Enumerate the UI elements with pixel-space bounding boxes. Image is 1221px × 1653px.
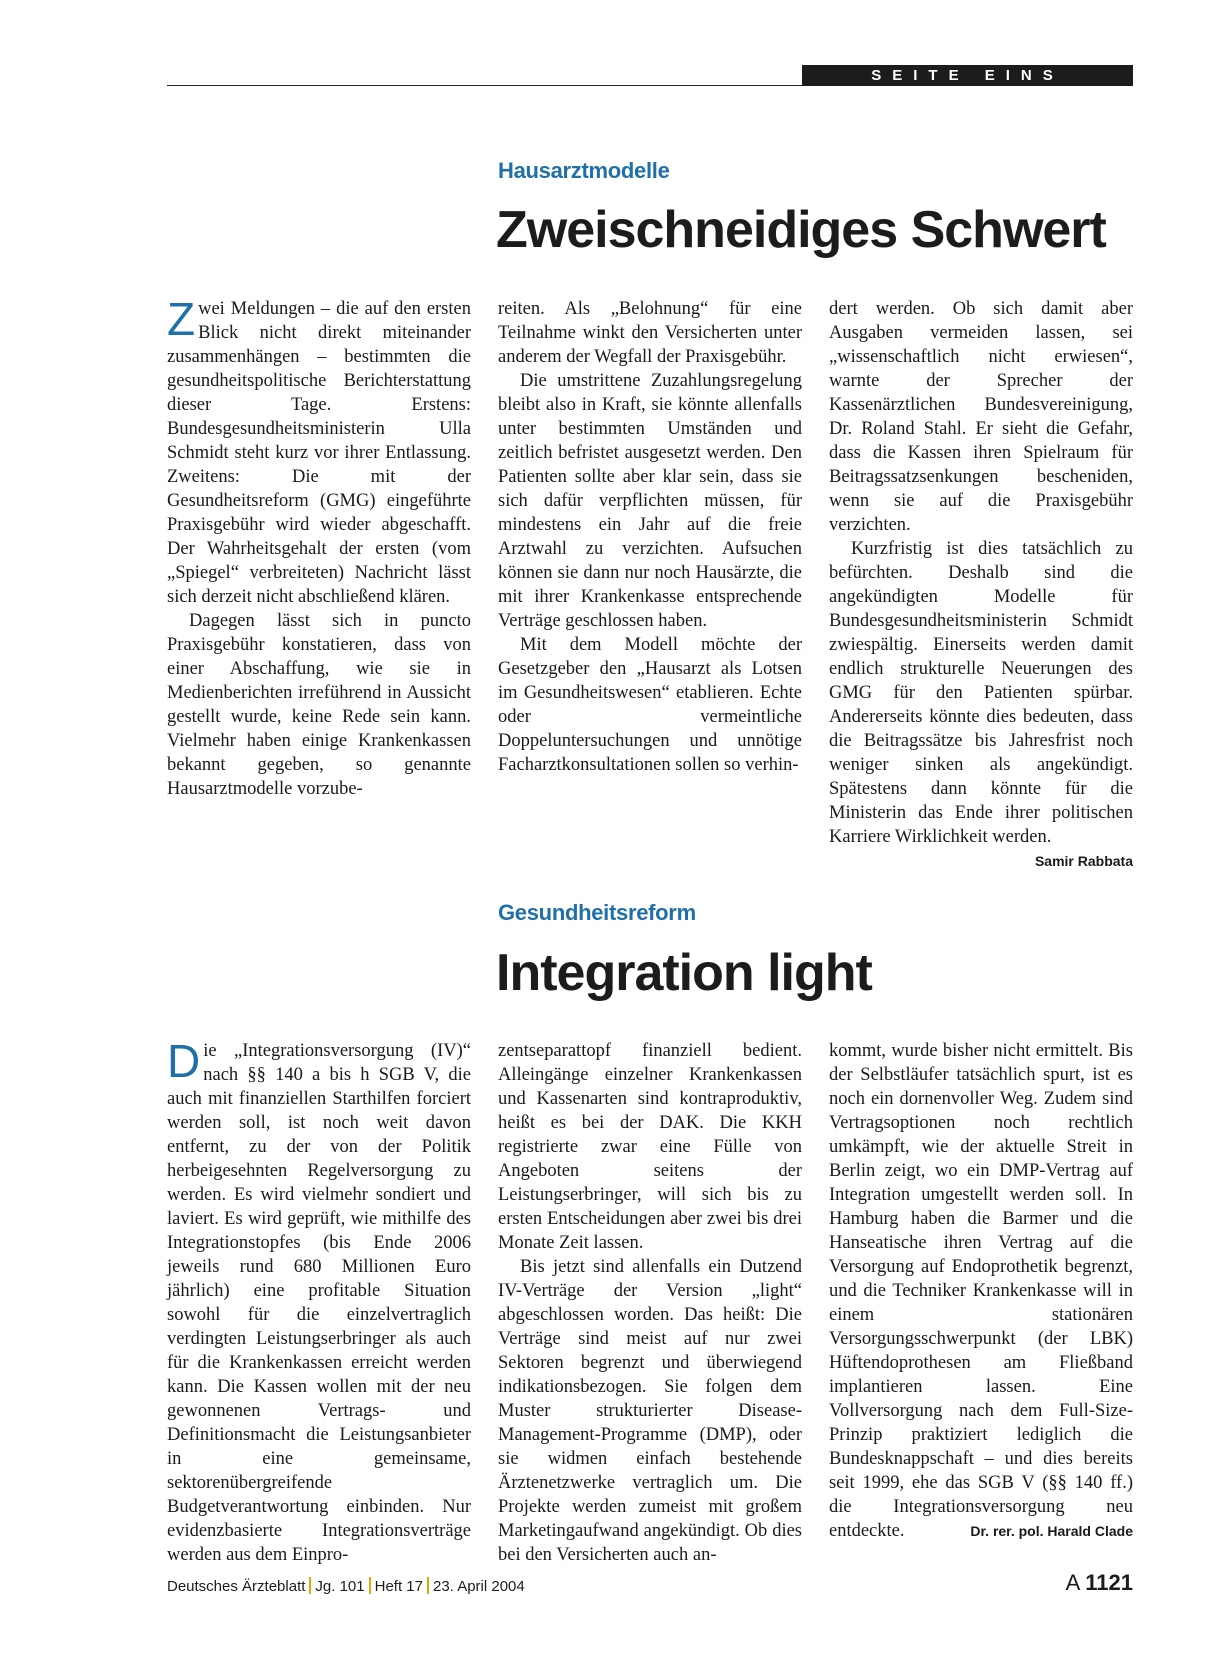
footer-issue: Heft 17 [374, 1578, 423, 1595]
article1-author: Samir Rabbata [1034, 853, 1133, 869]
footer-separator [427, 1577, 429, 1594]
article1-col1-para2: Dagegen lässt sich in puncto Praxisgebühr konstatieren, dass von einer Abschaffung, wie sie in Medienberichten irreführend in Aussicht gestellt wurde, keine Rede sein kann. Vielmehr haben einige Krankenkassen bekannt gegeben, so genannte Hausarztmodelle vorzube- [167, 611, 471, 799]
article2-dropcap: D [167, 1035, 201, 1087]
article2-col1-para1-text: ie „Integrationsversorgung (IV)“ nach §§ 140 a bis h SGB V, die auch mit finanziellen Starthilfen forciert werden soll, ist noch weit davon entfernt, zu der von der Politik herbeigesehnten Regelversorgung zu werden. Es wird vielmehr sondiert und laviert. Es wird geprüft, wie mithilfe des Integrationstopfes (bis Ende 2006 jeweils rund 680 Millionen Euro jährlich) eine profitable Situation sowohl für die einzelvertraglich verdingten Leistungserbringer als auch für die Krankenkassen erreicht werden kann. Die Kassen wollen mit der neu gewonnenen Vertrags- und Definitionsmacht die Leistungsanbieter in eine gemeinsame, sektorenübergreifende Budgetverantwortung einbinden. Nur evidenzbasierte Integrationsverträge werden aus dem Einpro- [167, 1041, 471, 1565]
article2-col2-para1: zentseparattopf finanziell bedient. Alleingänge einzelner Krankenkassen und Kassenarten sind kontraproduktiv, heißt es bei der DAK. Die KKH registrierte zwar eine Fülle von Angeboten seitens der Leistungserbringer, will sich bis zu ersten Entscheidungen aber zwei bis drei Monate Zeit lassen. [498, 1041, 802, 1253]
article2-column-2 [498, 1039, 802, 1567]
page-number [1066, 1570, 1133, 1596]
article1-col2-para3: Mit dem Modell möchte der Gesetzgeber den „Hausarzt als Lotsen im Gesundheitswesen“ etablieren. Echte oder vermeintliche Doppeluntersuchungen und unnötige Facharztkonsultationen sollen so verhin- [498, 635, 802, 775]
article1-col3-para2-text: Kurzfristig ist dies tatsächlich zu befürchten. Deshalb sind die angekündigten Modelle für Bundesgesundheitsministerin Schmidt zwiespältig. Einerseits werden damit endlich strukturelle Neuerungen des GMG für den Patienten spürbar. Andererseits könnte dies bedeuten, dass die Beitragssätze bis Jahresfrist noch weniger sinken als angekündigt. Spätestens dann könnte für die Ministerin das Ende ihrer politischen Karriere Wirklichkeit werden. [829, 539, 1133, 847]
article2-author: Dr. rer. pol. Harald Clade [970, 1523, 1133, 1539]
page-prefix: A [1065, 1570, 1080, 1595]
article2-col1-para1 [167, 1035, 471, 1567]
footer-date: 23. April 2004 [433, 1578, 525, 1595]
article1-col1-para1 [167, 293, 471, 609]
footer-journal: Deutsches Ärzteblatt [167, 1578, 306, 1595]
article2-col2-para2: Bis jetzt sind allenfalls ein Dutzend IV-Verträge der Version „light“ abgeschlossen worden. Das heißt: Die Verträge sind meist auf nur zwei Sektoren begrenzt und überwiegend indikationsbezogen. Sie folgen dem Muster strukturierter Disease-Management-Programme (DMP), oder sie widmen einfach bestehende Ärztenetzwerke vertraglich um. Die Projekte werden zumeist mit großem Marketingaufwand angekündigt. Ob dies bei den Versicherten auch an- [498, 1257, 802, 1565]
article1-kicker: Hausarztmodelle [498, 158, 670, 183]
article1-col2-para1: reiten. Als „Belohnung“ für eine Teilnahme winkt den Versicherten unter anderem der Wegfall der Praxisgebühr. [498, 299, 802, 367]
article2-kicker: Gesundheitsreform [498, 900, 696, 925]
article2-col3-para1 [829, 1039, 1133, 1543]
section-tag: SEITE EINS [802, 65, 1133, 86]
article1-title: Zweischneidiges Schwert [496, 201, 1106, 259]
article2-column-3 [829, 1039, 1133, 1543]
page-number-value: 1121 [1085, 1570, 1133, 1595]
footer-separator [369, 1577, 371, 1594]
article2-title: Integration light [496, 944, 872, 1002]
article1-col3-para2 [829, 537, 1133, 869]
article1-column-3 [829, 297, 1133, 873]
footer-citation [167, 1577, 525, 1595]
article1-dropcap: Z [167, 293, 196, 345]
article1-column-2 [498, 297, 802, 777]
article1-col1-para1-text: wei Meldungen – die auf den ersten Blick nicht direkt miteinander zusammenhängen – bestimmten die gesundheitspolitische Berichterstattung dieser Tage. Erstens: Bundesgesundheitsministerin Ulla Schmidt steht kurz vor ihrer Entlassung. Zweitens: Die mit der Gesundheitsreform (GMG) eingeführte Praxisgebühr wird wieder abgeschafft. Der Wahrheitsgehalt der ersten (vom „Spiegel“ verbreiteten) Nachricht lässt sich derzeit nicht abschließend klären. [167, 299, 471, 607]
article1-col3-para1: dert werden. Ob sich damit aber Ausgaben vermeiden lassen, sei „wissenschaftlich nicht erwiesen“, warnte der Sprecher der Kassenärztlichen Bundesvereinigung, Dr. Roland Stahl. Er sieht die Gefahr, dass die Kassen ihren Spielraum für Beitragssatzsenkungen bescheniden, wenn sie auf die Praxisgebühr verzichten. [829, 299, 1133, 535]
article1-column-1 [167, 293, 471, 801]
footer-volume: Jg. 101 [315, 1578, 365, 1595]
footer-separator [309, 1577, 311, 1594]
article2-col3-para1-text: kommt, wurde bisher nicht ermittelt. Bis der Selbstläufer tatsächlich spurt, ist es noch ein dornenvoller Weg. Zudem sind Vertragsoptionen noch rechtlich umkämpft, wie der aktuelle Streit in Berlin zeigt, wo ein DMP-Vertrag auf Integration umgestellt werden soll. In Hamburg haben die Barmer und die Hanseatische ihren Vertrag auf die Versorgung auf Endoprothetik begrenzt, und die Techniker Krankenkasse will in einem stationären Versorgungsschwerpunkt (der LBK) Hüftendoprothesen am Fließband implantieren lassen. Eine Vollversorgung nach dem Full-Size-Prinzip praktiziert lediglich die Bundesknappschaft – und dies bereits seit 1999, ehe das SGB V (§§ 140 ff.) die Integrationsversorgung neu entdeckte. [829, 1041, 1133, 1541]
article2-column-1 [167, 1035, 471, 1567]
article1-col2-para2: Die umstrittene Zuzahlungsregelung bleibt also in Kraft, sie könnte allenfalls unter bestimmten Umständen und zeitlich befristet ausgesetzt werden. Den Patienten sollte aber klar sein, dass sie sich dafür verpflichten müssen, für mindestens ein Jahr auf die freie Arztwahl zu verzichten. Aufsuchen können sie dann nur noch Hausärzte, die mit ihrer Krankenkasse entsprechende Verträge geschlossen haben. [498, 371, 802, 631]
